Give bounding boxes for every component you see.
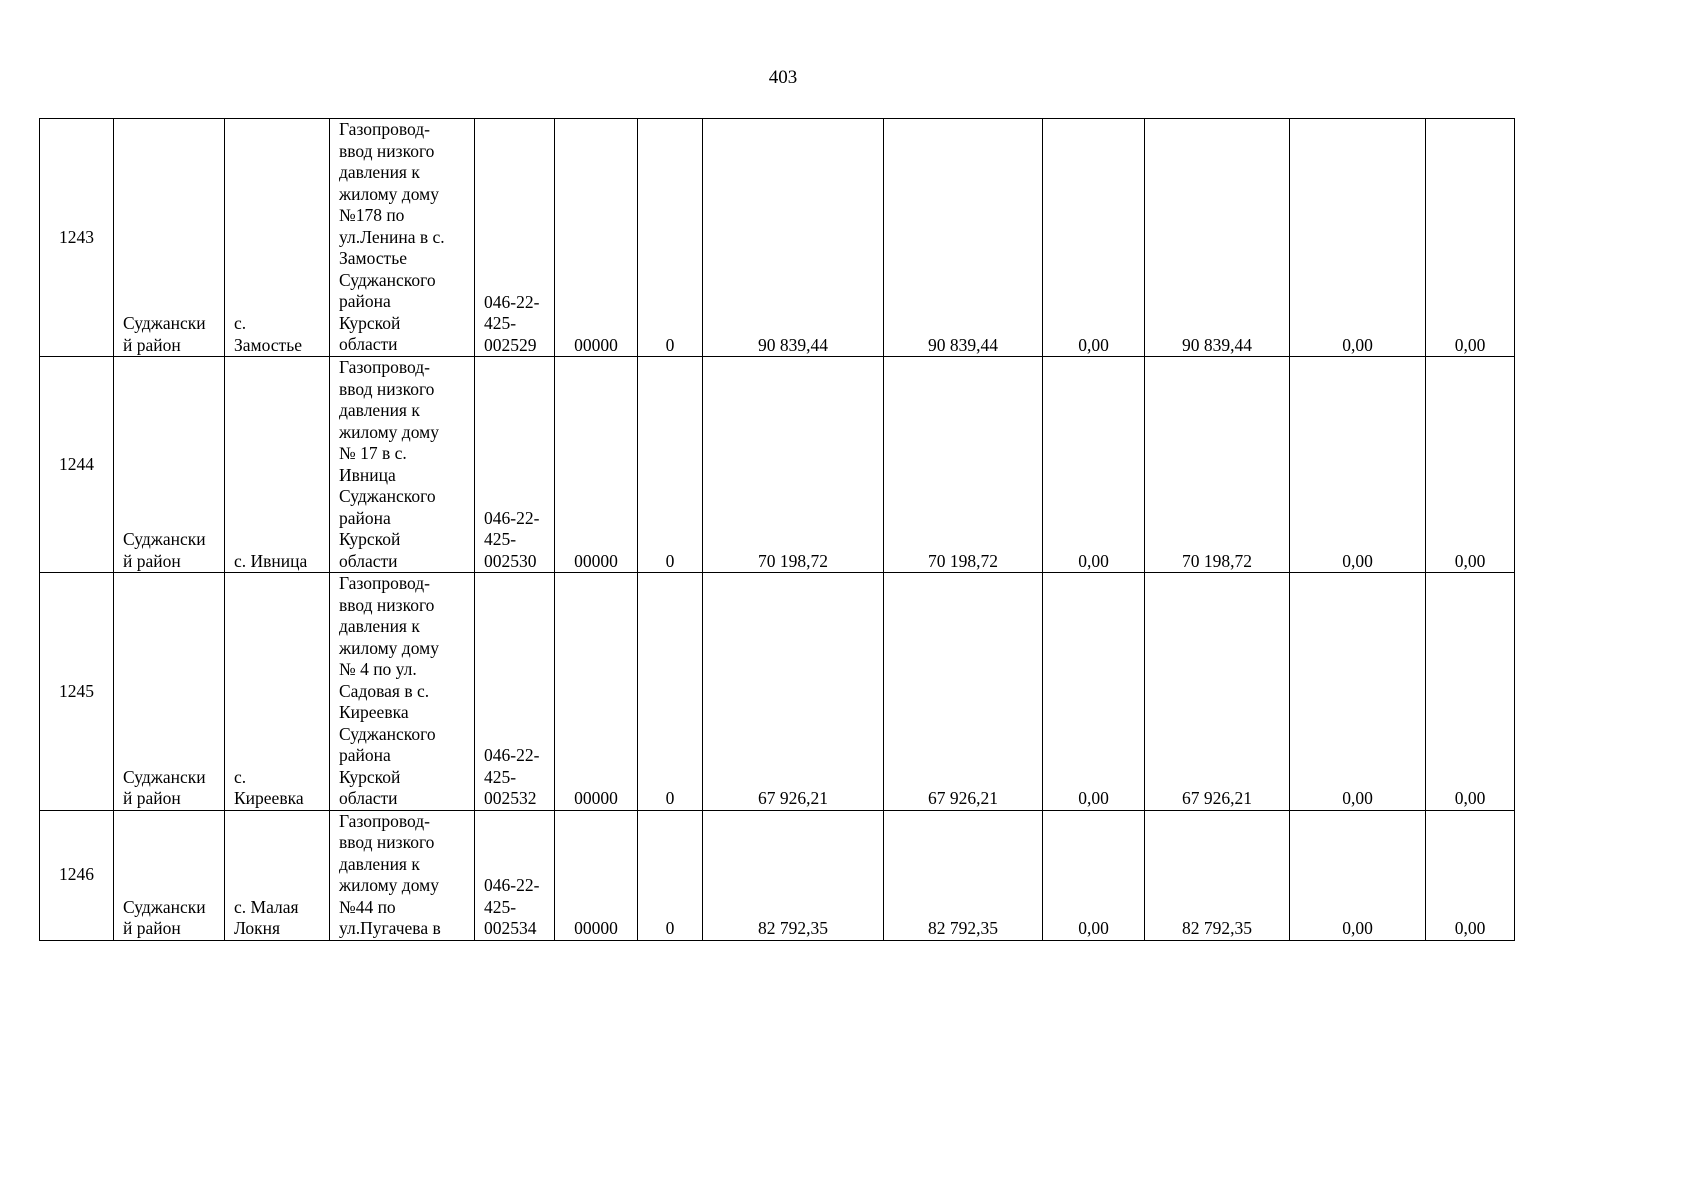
amount-cell: 0,00	[1426, 119, 1515, 357]
amount-cell: 0,00	[1426, 357, 1515, 573]
district-cell: Суджански й район	[114, 357, 225, 573]
amount-cell: 0,00	[1426, 573, 1515, 811]
registry-number-cell: 046-22- 425- 002530	[475, 357, 555, 573]
settlement-cell: с. Малая Локня	[225, 810, 330, 940]
object-name-cell: Газопровод- ввод низкого давления к жилому дому № 17 в с. Ивница Суджанского района Курской области	[330, 357, 475, 573]
table-row	[40, 573, 1515, 811]
table-row	[40, 119, 1515, 357]
registry-number-cell: 046-22- 425- 002529	[475, 119, 555, 357]
district-cell: Суджански й район	[114, 573, 225, 811]
registry-number-cell: 046-22- 425- 002534	[475, 810, 555, 940]
amount-cell: 70 198,72	[884, 357, 1043, 573]
amount-cell: 0,00	[1290, 119, 1426, 357]
code-cell: 00000	[555, 573, 638, 811]
amount-cell: 90 839,44	[703, 119, 884, 357]
registry-table	[39, 118, 1515, 941]
amount-cell: 0,00	[1043, 573, 1145, 811]
settlement-cell: с. Ивница	[225, 357, 330, 573]
amount-cell: 82 792,35	[884, 810, 1043, 940]
amount-cell: 70 198,72	[1145, 357, 1290, 573]
page-number: 403	[768, 67, 798, 88]
table-row	[40, 357, 1515, 573]
table-row	[40, 810, 1515, 940]
district-cell: Суджански й район	[114, 119, 225, 357]
registry-number-cell: 046-22- 425- 002532	[475, 573, 555, 811]
zero-cell: 0	[638, 573, 703, 811]
settlement-cell: с. Замостье	[225, 119, 330, 357]
code-cell: 00000	[555, 357, 638, 573]
amount-cell: 70 198,72	[703, 357, 884, 573]
amount-cell: 0,00	[1426, 810, 1515, 940]
amount-cell: 0,00	[1043, 119, 1145, 357]
zero-cell: 0	[638, 357, 703, 573]
zero-cell: 0	[638, 119, 703, 357]
amount-cell: 90 839,44	[884, 119, 1043, 357]
row-number: 1243	[40, 119, 114, 357]
amount-cell: 0,00	[1043, 810, 1145, 940]
amount-cell: 67 926,21	[703, 573, 884, 811]
amount-cell: 82 792,35	[703, 810, 884, 940]
object-name-cell: Газопровод- ввод низкого давления к жилому дому №178 по ул.Ленина в с. Замостье Суджанского района Курской области	[330, 119, 475, 357]
code-cell: 00000	[555, 810, 638, 940]
amount-cell: 0,00	[1290, 810, 1426, 940]
amount-cell: 0,00	[1290, 357, 1426, 573]
amount-cell: 67 926,21	[884, 573, 1043, 811]
amount-cell: 0,00	[1290, 573, 1426, 811]
row-number: 1245	[40, 573, 114, 811]
code-cell: 00000	[555, 119, 638, 357]
zero-cell: 0	[638, 810, 703, 940]
settlement-cell: с. Киреевка	[225, 573, 330, 811]
row-number: 1246	[40, 810, 114, 940]
object-name-cell: Газопровод- ввод низкого давления к жилому дому №44 по ул.Пугачева в	[330, 810, 475, 940]
amount-cell: 90 839,44	[1145, 119, 1290, 357]
object-name-cell: Газопровод- ввод низкого давления к жилому дому № 4 по ул. Садовая в с. Киреевка Суджанского района Курской области	[330, 573, 475, 811]
row-number: 1244	[40, 357, 114, 573]
amount-cell: 0,00	[1043, 357, 1145, 573]
amount-cell: 67 926,21	[1145, 573, 1290, 811]
amount-cell: 82 792,35	[1145, 810, 1290, 940]
district-cell: Суджански й район	[114, 810, 225, 940]
